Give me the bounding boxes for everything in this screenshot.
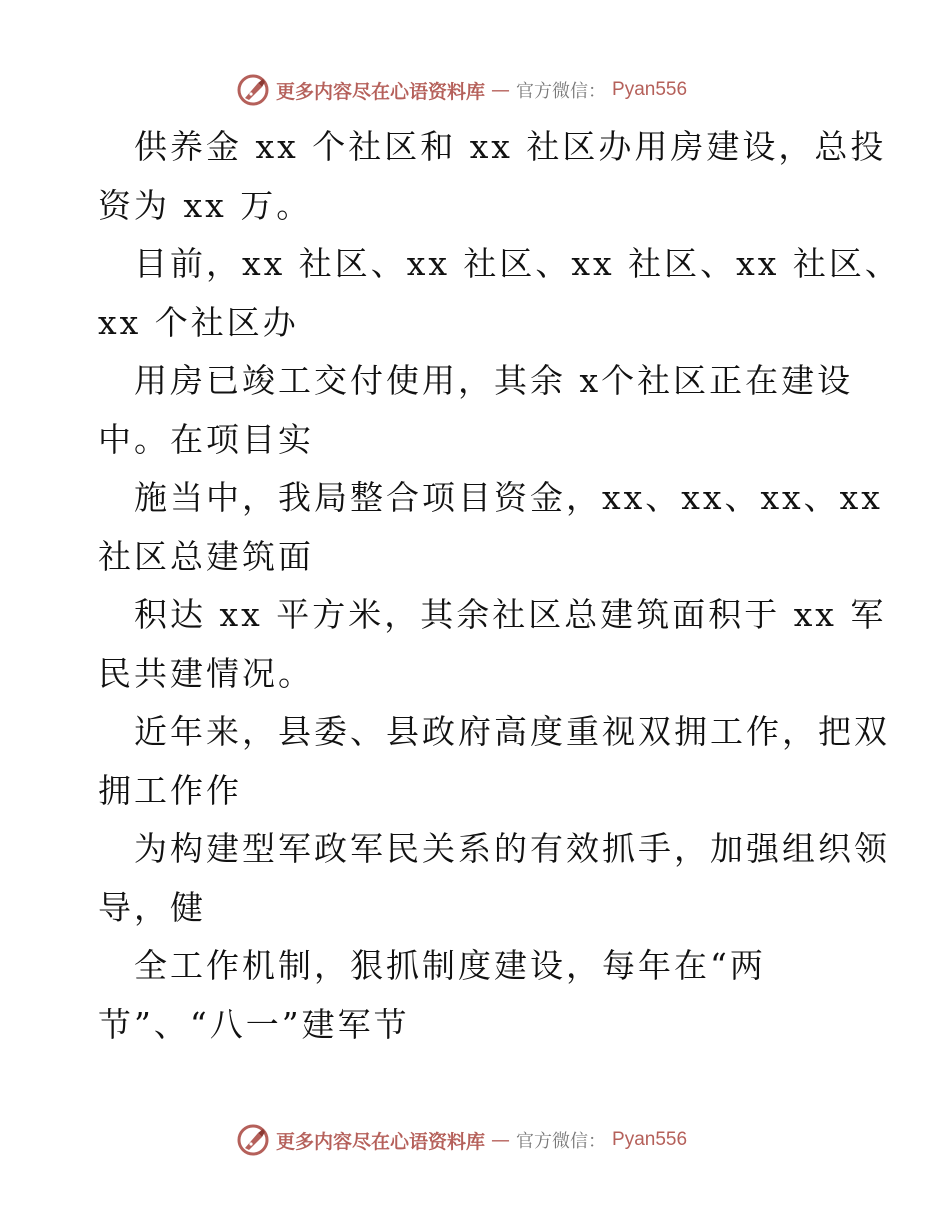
text-line: 导，健 xyxy=(98,887,206,927)
header-watermark xyxy=(236,72,687,108)
watermark-wechat-label: 官方微信： xyxy=(516,1131,607,1152)
watermark-wechat-label: 官方微信： xyxy=(516,81,607,102)
text-line: 节”、“八一”建军节 xyxy=(98,1004,410,1044)
watermark-main-text: 更多内容尽在心语资料库 xyxy=(276,1130,486,1153)
watermark-separator: — xyxy=(491,79,511,101)
text-line: 全工作机制，狠抓制度建设，每年在“两 xyxy=(134,946,766,985)
text-line: 拥工作作 xyxy=(98,770,242,810)
text-line: 民共建情况。 xyxy=(98,653,314,693)
text-line: 社区总建筑面 xyxy=(98,536,314,576)
watermark-wechat-id: Pyan556 xyxy=(612,79,688,100)
text-line: 中。在项目实 xyxy=(98,419,314,459)
text-line: 用房已竣工交付使用，其余 x个社区正在建设 xyxy=(134,361,854,400)
text-line: 目前，xx 社区、xx 社区、xx 社区、xx 社区、 xyxy=(134,244,901,283)
text-line: 为构建型军政军民关系的有效抓手，加强组织领 xyxy=(134,829,890,868)
text-line: 供养金 xx 个社区和 xx 社区办用房建设，总投 xyxy=(134,127,887,166)
text-line: 积达 xx 平方米，其余社区总建筑面积于 xx 军 xyxy=(134,595,887,634)
watermark-wechat-id: Pyan556 xyxy=(612,1129,688,1150)
watermark-separator: — xyxy=(491,1129,511,1151)
text-line: xx 个社区办 xyxy=(98,302,299,342)
text-line: 施当中，我局整合项目资金，xx、xx、xx、xx xyxy=(134,478,883,517)
pen-nib-logo-icon xyxy=(236,1123,270,1157)
watermark-main-text: 更多内容尽在心语资料库 xyxy=(276,80,486,103)
text-line: 近年来，县委、县政府高度重视双拥工作，把双 xyxy=(134,712,890,751)
footer-watermark xyxy=(236,1122,687,1158)
pen-nib-logo-icon xyxy=(236,73,270,107)
text-line: 资为 xx 万。 xyxy=(98,185,313,225)
document-body xyxy=(98,118,901,1054)
